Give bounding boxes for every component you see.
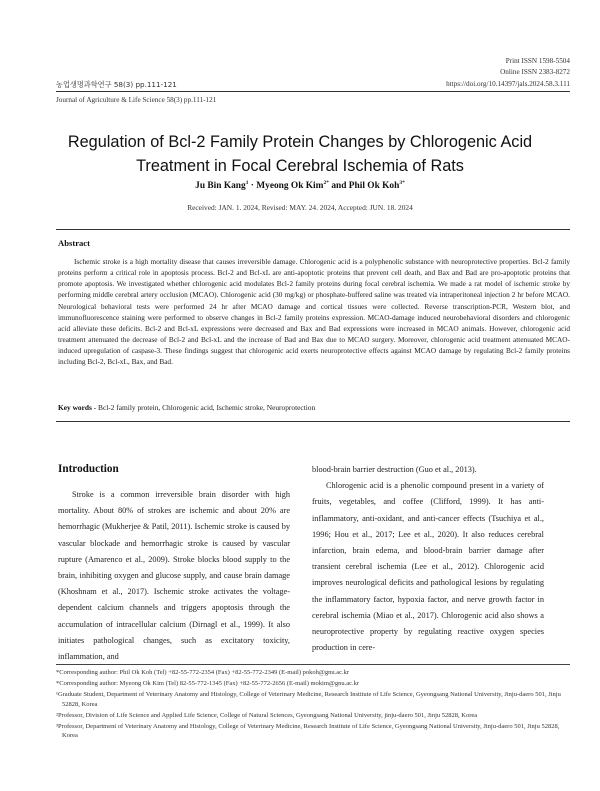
- author-list: [30, 180, 570, 191]
- issn-block: [500, 56, 570, 77]
- author-conjunction: and: [331, 181, 347, 192]
- footnote: ²Professor, Division of Life Science and Applied Life Science, College of Natural Sciences, Gyeongsang National University, jinju-daero 501, Jinju 52828, Korea: [56, 711, 478, 719]
- author-name: Phil Ok Koh: [348, 181, 400, 192]
- keywords-text: - Bcl-2 family protein, Chlorogenic acid, Ischemic stroke, Neuroprotection: [93, 403, 316, 412]
- abstract-heading: Abstract: [58, 238, 90, 248]
- author-name: Ju Bin Kang: [195, 181, 246, 192]
- author-name: Myeong Ok Kim: [256, 181, 324, 192]
- author-affiliation-mark: 3*: [399, 180, 405, 186]
- journal-citation-english: Journal of Agriculture & Life Science 58(3) pp.111-121: [56, 96, 217, 104]
- footnote: ¹Graduate Student, Department of Veterinary Anatomy and Histology, College of Veterinary Medicine, Research Institute of Life Science, Gyeongsang National University, Jinju-daero 501, Jinju 52828, Korea: [56, 691, 561, 708]
- journal-citation-korean: 농업생명과학연구 58(3) pp.111-121: [56, 80, 177, 89]
- title-line-1: Regulation of Bcl-2 Family Protein Changes by Chlorogenic Acid: [67, 133, 533, 151]
- footnote: *Corresponding author: Phil Ok Koh (Tel) +82-55-772-2354 (Fax) +82-55-772-2349 (E-mail) pokoh@gnu.ac.kr: [56, 669, 350, 676]
- abstract-top-divider: [56, 229, 570, 230]
- doi-link[interactable]: https://doi.org/10.14397/jals.2024.58.3.111: [446, 80, 570, 88]
- author-separator: ·: [250, 181, 254, 192]
- title-line-2: Treatment in Focal Cerebral Ischemia of Rats: [136, 157, 464, 175]
- paragraph: blood-brain barrier destruction (Guo et al., 2013).: [312, 465, 477, 474]
- keywords: [58, 403, 570, 412]
- footnote-divider: [56, 664, 570, 665]
- paragraph: Stroke is a common irreversible brain disorder with high mortality. About 80% of strokes are ischemic and about 20% are hemorrhagic (Mukherjee & Patil, 2011). Ischemic stroke is caused by vascular blockade and hemorrhagic stroke is caused by vascular rupture (Amarenco et al., 2009). Stroke blocks blood supply to the brain, inhibiting oxygen and glucose supply, and cause brain damage (Khoshnam et al., 2017). Ischemic stroke activates the voltage-dependent calcium channels and triggers apoptosis through the accumulation of intracellular calcium (Dirnagl et al., 1999). It also initiates pathological changes, such as excitatory toxicity, inflammation, and: [58, 490, 290, 662]
- submission-dates: Received: JAN. 1. 2024, Revised: MAY. 24. 2024, Accepted: JUN. 18. 2024: [187, 203, 413, 212]
- paragraph: Chlorogenic acid is a phenolic compound present in a variety of fruits, vegetables, and coffee (Clifford, 1999). It has anti-inflammatory, anti-oxidant, and anti-cancer effects (Tsuchiya et al., 1996; Hou et al., 2017; Lee et al., 2020). It also reduces cerebral infarction, brain edema, and blood-brain barrier damage after transient cerebral ischemia (Lee et al., 2012). Chlorogenic acid improves neurological deficits and pathological lesions by regulating the inflammatory factor, hypoxia factor, and nerve growth factor in cerebral ischemia (Miao et al., 2017). Chlorogenic acid also shows a neuroprotective property by regulating reactive oxygen species production in cere-: [312, 481, 544, 653]
- abstract-bottom-divider: [56, 421, 570, 422]
- print-issn: Print ISSN 1598-5504: [505, 57, 570, 65]
- section-heading-introduction: Introduction: [58, 463, 119, 475]
- paper-title: [30, 130, 570, 178]
- online-issn: Online ISSN 2383-8272: [500, 67, 570, 76]
- footnote: ³Professor, Department of Veterinary Anatomy and Histology, College of Veterinary Medicine, Research Institute of Life Science, Gyeongsang National University, Jinju-daero 501, Jinju 52828, Korea: [56, 723, 560, 740]
- body-column-right: [312, 462, 544, 656]
- body-column-left: [58, 487, 290, 665]
- author-affiliation-mark: 1: [245, 180, 249, 186]
- keywords-label: Key words: [58, 403, 92, 412]
- header-divider: [56, 91, 570, 92]
- author-affiliation-mark: 2*: [323, 180, 329, 186]
- footnote: *Corresponding author: Myeong Ok Kim (Tel) 82-55-772-1345 (Fax) +82-55-772-2656 (E-mail) mokim@gnu.ac.kr: [56, 680, 360, 688]
- abstract-text: Ischemic stroke is a high mortality disease that causes irreversible damage. Chlorogenic acid is a polyphenolic substance with neuroprotective properties. Bcl-2 family proteins perform a critical role in apoptosis process. Bcl-2 and Bcl-xL are anti-apoptotic proteins that prevent cell death, and Bax and Bad are pro-apoptotic proteins that promote apoptosis. We investigated whether chlorogenic acid modulates Bcl-2 family proteins during focal cerebral ischemia. We made a rat model of ischemic stroke by performing middle cerebral artery occlusion (MCAO). Chlorogenic acid (30 mg/kg) or phosphate-buffered saline was treated via intraperitoneal injection 2 hr before MCAO. Neurological behavioral tests were performed 24 hr after MCAO damage and cortical tissues were collected. Reverse transcription-PCR, Western blot, and immunofluorescence staining were performed to observe changes in Bcl-2 family proteins expression. MCAO-damage induced neurobehavioral disorders and chlorogenic acid alleviate these deficits. Bcl-2 and Bcl-xL expressions were decreased and Bax and Bad expressions were increased in MCAO animals. However, chlorogenic acid treatment attenuated the decrease of Bcl-2 and Bcl-xL and the increase of Bad and Bax due to MCAO surgery. Moreover, chlorogenic acid treatment attenuated MCAO-induced upregulation of caspase-3. These findings suggest that chlorogenic acid exerts neuroprotective effects against MCAO damage by regulating Bcl-2 family proteins including Bcl-2, Bcl-xL, Bax, and Bad.: [58, 257, 570, 367]
- footnotes: [56, 668, 570, 742]
